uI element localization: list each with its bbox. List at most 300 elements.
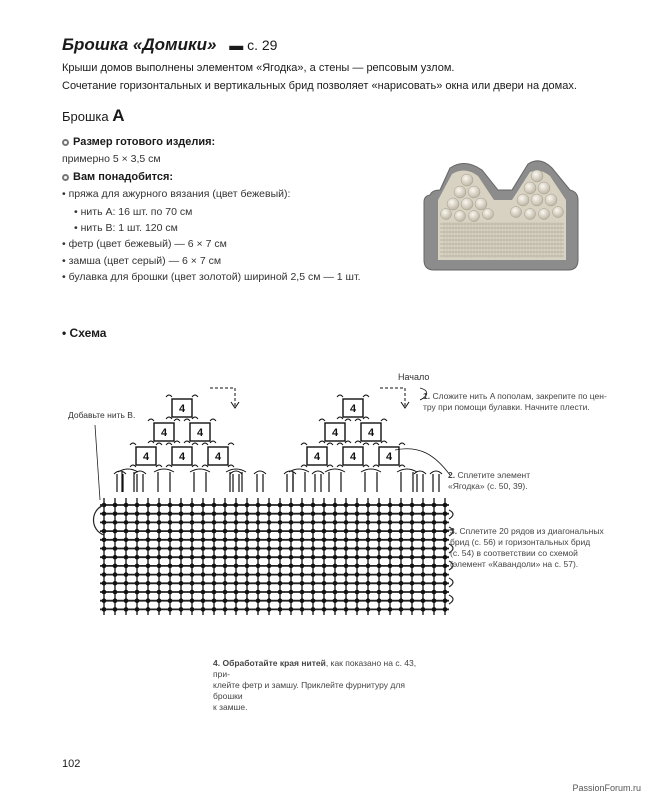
knot-dot: [289, 511, 294, 516]
knot-dot: [157, 572, 162, 577]
knot-dot: [355, 511, 360, 516]
knot-dot: [333, 529, 338, 534]
knot-dot: [102, 529, 107, 534]
photo-knot: [525, 209, 536, 220]
knot-dot: [333, 538, 338, 543]
thread-loop: [192, 443, 198, 445]
knot-dot: [245, 511, 250, 516]
product-photo: [420, 160, 580, 275]
knot-dot: [168, 529, 173, 534]
knot-dot: [245, 607, 250, 612]
knot-dot: [311, 564, 316, 569]
knot-dot: [399, 590, 404, 595]
knot-dot: [245, 520, 250, 525]
photo-knot: [531, 194, 543, 206]
knot-dot: [300, 503, 305, 508]
knot-dot: [366, 546, 371, 551]
knot-dot: [432, 546, 437, 551]
knot-dot: [135, 607, 140, 612]
knot-dot: [135, 555, 140, 560]
knot-dot: [256, 503, 261, 508]
knot-dot: [410, 546, 415, 551]
knot-dot: [234, 511, 239, 516]
knot-dot: [399, 511, 404, 516]
knot-dot: [300, 520, 305, 525]
bullet-icon: [62, 174, 69, 181]
knot-dot: [190, 529, 195, 534]
add-thread-arrow: [95, 425, 100, 500]
knot-dot: [212, 572, 217, 577]
macrame-diagram: [60, 370, 460, 650]
knot-dot: [234, 503, 239, 508]
knot-dot: [421, 511, 426, 516]
thread-pair: [433, 474, 439, 492]
knot-dot: [124, 520, 129, 525]
knot-dot: [223, 503, 228, 508]
berry-label: 4: [367, 427, 375, 439]
knot-dot: [333, 564, 338, 569]
thread-loop: [192, 465, 198, 467]
knot-dot: [201, 503, 206, 508]
photo-knot: [469, 211, 480, 222]
knot-dot: [190, 546, 195, 551]
knot-dot: [432, 529, 437, 534]
photo-knot: [441, 209, 452, 220]
knot-dot: [311, 598, 316, 603]
material-item: • пряжа для ажурного вязания (цвет бежевый):: [62, 188, 291, 200]
knot-dot: [168, 538, 173, 543]
knot-dot: [355, 538, 360, 543]
knot-dot: [377, 538, 382, 543]
knot-dot: [201, 581, 206, 586]
knot-dot: [311, 538, 316, 543]
knot-dot: [410, 538, 415, 543]
thread-loop: [397, 469, 417, 472]
knot-dot: [344, 546, 349, 551]
footer-watermark: PassionForum.ru: [572, 783, 641, 793]
knot-dot: [278, 581, 283, 586]
knot-dot: [256, 555, 261, 560]
knot-dot: [102, 581, 107, 586]
knot-dot: [267, 607, 272, 612]
knot-dot: [311, 590, 316, 595]
knot-dot: [124, 572, 129, 577]
knot-dot: [399, 581, 404, 586]
knot-dot: [311, 546, 316, 551]
thread-loop: [228, 465, 234, 467]
knot-dot: [157, 607, 162, 612]
berry-label: 4: [178, 403, 186, 415]
knot-dot: [168, 520, 173, 525]
thread-pair: [329, 472, 341, 492]
knot-dot: [278, 564, 283, 569]
knot-dot: [355, 520, 360, 525]
knot-dot: [421, 590, 426, 595]
thread-loop: [130, 465, 136, 467]
knot-dot: [443, 607, 448, 612]
knot-dot: [190, 607, 195, 612]
knot-dot: [157, 581, 162, 586]
knot-dot: [366, 598, 371, 603]
knot-dot: [135, 520, 140, 525]
knot-dot: [410, 503, 415, 508]
knot-dot: [421, 564, 426, 569]
knot-dot: [168, 555, 173, 560]
knot-dot: [388, 529, 393, 534]
knot-dot: [333, 572, 338, 577]
berry-label: 4: [142, 451, 150, 463]
photo-knot: [454, 186, 466, 198]
knot-dot: [399, 520, 404, 525]
knot-dot: [300, 529, 305, 534]
material-item: • нить A: 16 шт. по 70 см: [74, 206, 193, 218]
page-title: [62, 35, 277, 55]
knot-dot: [377, 598, 382, 603]
berry-label: 4: [214, 451, 222, 463]
knot-dot: [388, 538, 393, 543]
knot-dot: [421, 572, 426, 577]
knot-dot: [421, 520, 426, 525]
knot-dot: [366, 511, 371, 516]
knot-dot: [168, 590, 173, 595]
knot-dot: [388, 607, 393, 612]
knot-dot: [421, 503, 426, 508]
knot-dot: [157, 564, 162, 569]
knot-dot: [179, 511, 184, 516]
photo-knot: [455, 211, 466, 222]
knot-dot: [113, 564, 118, 569]
knot-dot: [157, 546, 162, 551]
knot-dot: [190, 590, 195, 595]
thread-loop: [337, 395, 343, 397]
knot-dot: [113, 529, 118, 534]
knot-dot: [366, 503, 371, 508]
knot-dot: [322, 607, 327, 612]
knot-dot: [212, 511, 217, 516]
knot-dot: [256, 598, 261, 603]
knot-dot: [355, 564, 360, 569]
brooch-heading: Брошка A: [62, 106, 125, 125]
knot-dot: [201, 564, 206, 569]
knot-dot: [124, 590, 129, 595]
thread-loop: [301, 443, 307, 445]
knot-dot: [223, 529, 228, 534]
knot-dot: [421, 529, 426, 534]
knot-dot: [421, 546, 426, 551]
page-number: 102: [62, 758, 81, 770]
knot-dot: [322, 538, 327, 543]
knot-dot: [212, 555, 217, 560]
materials-heading: Вам понадобится:: [62, 171, 173, 183]
knot-dot: [443, 503, 448, 508]
photo-knot: [461, 198, 473, 210]
knot-dot: [256, 564, 261, 569]
thread-loop: [363, 395, 369, 397]
knot-dot: [190, 598, 195, 603]
knot-dot: [289, 503, 294, 508]
schema-heading: • Схема: [62, 326, 107, 340]
step-2-note: 2. Сплетите элемент «Ягодка» (с. 50, 39).: [448, 470, 531, 491]
knot-dot: [179, 529, 184, 534]
knot-dot: [410, 564, 415, 569]
knot-dot: [157, 555, 162, 560]
knot-dot: [278, 538, 283, 543]
knot-dot: [168, 564, 173, 569]
knot-dot: [124, 598, 129, 603]
knot-dot: [256, 511, 261, 516]
thread-loop: [166, 395, 172, 397]
thread-loop: [114, 471, 126, 474]
knot-dot: [201, 590, 206, 595]
knot-dot: [377, 607, 382, 612]
thread-loop: [174, 419, 180, 421]
knot-dot: [344, 511, 349, 516]
knot-dot: [212, 564, 217, 569]
knot-dot: [443, 546, 448, 551]
knot-dot: [135, 529, 140, 534]
thread-loop: [192, 417, 198, 419]
berry-label: 4: [385, 451, 393, 463]
photo-knot: [468, 186, 480, 198]
knot-dot: [190, 538, 195, 543]
knot-dot: [289, 607, 294, 612]
knot-dot: [388, 503, 393, 508]
knot-dot: [388, 546, 393, 551]
berry-label: 4: [178, 451, 186, 463]
berry-label: 4: [349, 451, 357, 463]
knot-dot: [113, 546, 118, 551]
knot-dot: [256, 607, 261, 612]
thread-loop: [399, 465, 405, 467]
knot-dot: [344, 607, 349, 612]
knot-dot: [157, 598, 162, 603]
thread-loop: [373, 443, 379, 445]
thread-loop: [210, 441, 216, 443]
knot-dot: [179, 581, 184, 586]
knot-dot: [190, 581, 195, 586]
knot-dot: [322, 511, 327, 516]
knot-dot: [344, 529, 349, 534]
knot-dot: [377, 546, 382, 551]
thread-loop: [355, 419, 361, 421]
knot-dot: [399, 598, 404, 603]
knot-dot: [300, 564, 305, 569]
knot-dot: [223, 590, 228, 595]
knot-dot: [443, 555, 448, 560]
knot-dot: [300, 581, 305, 586]
knot-dot: [377, 555, 382, 560]
knot-dot: [157, 520, 162, 525]
thread-pair: [137, 474, 143, 492]
knot-dot: [135, 511, 140, 516]
knot-dot: [124, 546, 129, 551]
knot-dot: [157, 529, 162, 534]
thread-pair: [233, 474, 239, 492]
knot-dot: [333, 503, 338, 508]
thread-loop: [202, 465, 208, 467]
material-item: • булавка для брошки (цвет золотой) шириной 2,5 см — 1 шт.: [62, 271, 361, 283]
knot-dot: [256, 529, 261, 534]
knot-dot: [201, 538, 206, 543]
thread-loop: [430, 471, 442, 474]
knot-dot: [102, 590, 107, 595]
thread-pair: [158, 472, 170, 492]
thread-loop: [192, 395, 198, 397]
knot-dot: [113, 511, 118, 516]
knot-dot: [399, 564, 404, 569]
knot-dot: [234, 555, 239, 560]
knot-dot: [234, 590, 239, 595]
knot-dot: [311, 572, 316, 577]
thread-loop: [325, 469, 345, 472]
knot-dot: [124, 555, 129, 560]
knot-dot: [146, 590, 151, 595]
knot-dot: [223, 555, 228, 560]
knot-dot: [146, 546, 151, 551]
knot-dot: [267, 538, 272, 543]
knot-dot: [311, 581, 316, 586]
edge-loop: [449, 510, 453, 519]
knot-dot: [146, 503, 151, 508]
knot-dot: [344, 581, 349, 586]
knot-dot: [135, 598, 140, 603]
thread-loop: [337, 443, 343, 445]
knot-dot: [223, 564, 228, 569]
thread-loop: [166, 417, 172, 419]
knot-dot: [168, 503, 173, 508]
knot-dot: [102, 538, 107, 543]
knot-dot: [102, 546, 107, 551]
knot-dot: [344, 520, 349, 525]
thread-loop: [190, 469, 210, 472]
knot-dot: [300, 511, 305, 516]
thread-loop: [284, 471, 296, 474]
knot-dot: [289, 555, 294, 560]
knot-dot: [179, 572, 184, 577]
knot-dot: [366, 572, 371, 577]
knot-dot: [289, 529, 294, 534]
knot-dot: [355, 581, 360, 586]
knot-dot: [289, 564, 294, 569]
knot-dot: [179, 520, 184, 525]
knot-dot: [168, 511, 173, 516]
knot-dot: [124, 503, 129, 508]
start-arrow: [380, 388, 405, 406]
title-text: Брошка «Домики»: [62, 35, 217, 54]
knot-dot: [410, 590, 415, 595]
knot-dot: [432, 581, 437, 586]
knot-dot: [201, 546, 206, 551]
knot-dot: [146, 598, 151, 603]
knot-dot: [256, 546, 261, 551]
knot-dot: [157, 511, 162, 516]
knot-dot: [300, 555, 305, 560]
knot-dot: [102, 607, 107, 612]
knot-dot: [366, 555, 371, 560]
knot-dot: [234, 572, 239, 577]
thread-loop: [228, 443, 234, 445]
knot-dot: [234, 538, 239, 543]
knot-dot: [146, 529, 151, 534]
knot-dot: [322, 520, 327, 525]
thread-loop: [327, 465, 333, 467]
knot-dot: [223, 520, 228, 525]
knot-dot: [245, 590, 250, 595]
knot-dot: [410, 607, 415, 612]
knot-dot: [443, 598, 448, 603]
knot-dot: [278, 529, 283, 534]
knot-dot: [113, 598, 118, 603]
knot-dot: [179, 538, 184, 543]
knot-dot: [190, 511, 195, 516]
knot-dot: [289, 590, 294, 595]
knot-dot: [344, 555, 349, 560]
thread-loop: [363, 417, 369, 419]
thread-loop: [337, 465, 343, 467]
knot-dot: [179, 555, 184, 560]
knot-dot: [366, 607, 371, 612]
knot-dot: [267, 546, 272, 551]
thread-pair: [401, 472, 413, 492]
thread-loop: [210, 419, 216, 421]
knot-dot: [410, 520, 415, 525]
knot-dot: [124, 529, 129, 534]
knot-dot: [102, 520, 107, 525]
knot-dot: [443, 538, 448, 543]
knot-dot: [212, 520, 217, 525]
knot-dot: [146, 538, 151, 543]
knot-dot: [190, 520, 195, 525]
knot-dot: [388, 572, 393, 577]
thread-loop: [312, 471, 324, 474]
knot-dot: [300, 546, 305, 551]
knot-dot: [113, 555, 118, 560]
thread-loop: [319, 419, 325, 421]
knot-dot: [179, 564, 184, 569]
knot-dot: [399, 607, 404, 612]
thread-pair: [293, 472, 305, 492]
thread-loop: [345, 441, 351, 443]
knot-dot: [377, 511, 382, 516]
knot-dot: [333, 555, 338, 560]
knot-dot: [179, 598, 184, 603]
material-item: • замша (цвет серый) — 6 × 7 см: [62, 255, 222, 267]
knot-dot: [355, 590, 360, 595]
title-page-ref: ▬ с. 29: [229, 37, 278, 53]
knot-dot: [278, 511, 283, 516]
knot-dot: [267, 520, 272, 525]
knot-dot: [124, 538, 129, 543]
add-thread-label: Добавьте нить B.: [68, 410, 136, 420]
knot-dot: [234, 607, 239, 612]
knot-dot: [245, 598, 250, 603]
knot-dot: [333, 607, 338, 612]
knot-dot: [245, 581, 250, 586]
size-value: примерно 5 × 3,5 см: [62, 153, 161, 165]
thread-loop: [337, 417, 343, 419]
knot-dot: [256, 581, 261, 586]
thread-loop: [319, 441, 325, 443]
knot-dot: [278, 546, 283, 551]
knot-dot: [432, 564, 437, 569]
knot-dot: [223, 572, 228, 577]
knot-dot: [322, 572, 327, 577]
knot-dot: [234, 520, 239, 525]
photo-knot: [531, 170, 543, 182]
knot-dot: [355, 555, 360, 560]
knot-dot: [388, 564, 393, 569]
knot-dot: [344, 564, 349, 569]
